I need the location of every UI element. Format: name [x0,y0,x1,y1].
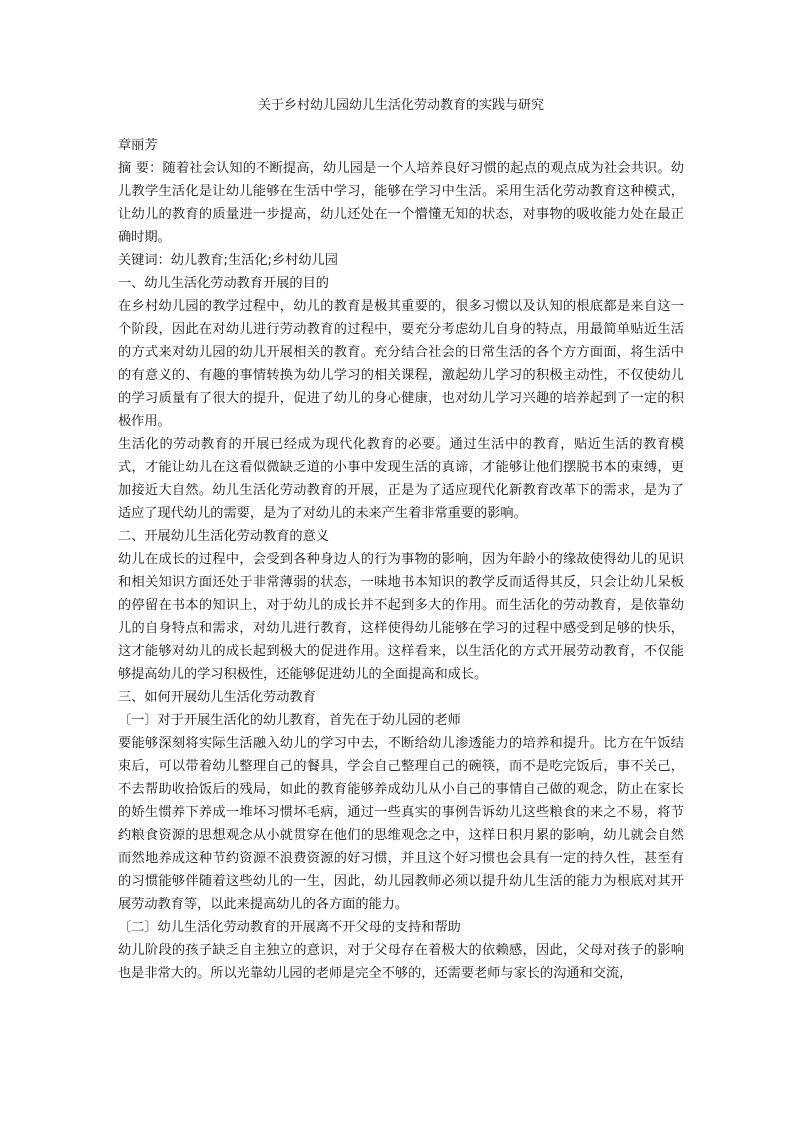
section-1-paragraph-1: 在乡村幼儿园的教学过程中，幼儿的教育是极其重要的，很多习惯以及认知的根底都是来自这一个阶段，因此在对幼儿进行劳动教育的过程中，要充分考虑幼儿自身的特点，用最简单贴近生活的方式来对幼儿园的幼儿开展相关的教育。充分结合社会的日常生活的各个方方面面，将生活中的有意义的、有趣的事情转换为幼儿学习的相关课程，激起幼儿学习的积极主动性，不仅使幼儿的学习质量有了很大的提升，促进了幼儿的身心健康，也对幼儿学习兴趣的培养起到了一定的积极作用。 [118,299,684,429]
section-1-paragraph-2: 生活化的劳动教育的开展已经成为现代化教育的必要。通过生活中的教育，贴近生活的教育模式，才能让幼儿在这看似微缺乏道的小事中发现生活的真谛，才能够让他们摆脱书本的束缚，更加接近大自然。幼儿生活化劳动教育的开展，正是为了适应现代化新教育改革下的需求，是为了适应了现代幼儿的需要，是为了对幼儿的未来产生着非常重要的影响。 [118,437,684,521]
subsection-3-1-heading: 〔一〕对于开展生活化的幼儿教育，首先在于幼儿园的老师 [118,713,461,728]
section-2-heading: 二、开展幼儿生活化劳动教育的意义 [118,529,329,544]
section-3-heading: 三、如何开展幼儿生活化劳动教育 [118,690,316,705]
document-page [118,96,684,985]
section-2-paragraph-1: 幼儿在成长的过程中，会受到各种身边人的行为事物的影响，因为年龄小的缘故使得幼儿的见识和相关知识方面还处于非常薄弱的状态，一味地书本知识的教学反而适得其反，只会让幼儿呆板的停留在书本的知识上，对于幼儿的成长并不起到多大的作用。而生活化的劳动教育，是依靠幼儿的自身特点和需求，对幼儿进行教育，这样使得幼儿能够在学习的过程中感受到足够的快乐，这才能够对幼儿的成长起到极大的促进作用。这样看来，以生活化的方式开展劳动教育，不仅能够提高幼儿的学习积极性，还能够促进幼儿的全面提高和成长。 [118,552,684,682]
keywords: 关键词：幼儿教育;生活化;乡村幼儿园 [118,253,338,268]
abstract: 摘 要：随着社会认知的不断提高，幼儿园是一个人培养良好习惯的起点的观点成为社会共识。幼儿教学生活化是让幼儿能够在生活中学习，能够在学习中生活。采用生活化劳动教育这种模式，让幼儿的教育的质量进一步提高，幼儿还处在一个懵懂无知的状态，对事物的吸收能力处在最正确时期。 [118,161,684,245]
subsection-3-1-paragraph: 要能够深刻将实际生活融入幼儿的学习中去，不断给幼儿渗透能力的培养和提升。比方在午饭结束后，可以带着幼儿整理自己的餐具，学会自己整理自己的碗筷，而不是吃完饭后，事不关己，不去帮助收拾饭后的残局，如此的教育能够养成幼儿从小自己的事情自己做的观念，防止在家长的娇生惯养下养成一堆坏习惯坏毛病，通过一些真实的事例告诉幼儿这些粮食的来之不易，将节约粮食资源的思想观念从小就贯穿在他们的思维观念之中，这样日积月累的影响，幼儿就会自然而然地养成这种节约资源不浪费资源的好习惯，并且这个好习惯也会具有一定的持久性，甚至有的习惯能够伴随着这些幼儿的一生，因此，幼儿园教师必须以提升幼儿生活的能力为根底对其开展劳动教育等，以此来提高幼儿的各方面的能力。 [118,736,684,912]
document-title: 关于乡村幼儿园幼儿生活化劳动教育的实践与研究 [257,98,544,113]
section-1-heading: 一、幼儿生活化劳动教育开展的目的 [118,276,329,291]
subsection-3-2-heading: 〔二〕幼儿生活化劳动教育的开展离不开父母的支持和帮助 [118,920,461,935]
author: 章丽芳 [118,138,158,153]
subsection-3-2-paragraph: 幼儿阶段的孩子缺乏自主独立的意识，对于父母存在着极大的依赖感，因此，父母对孩子的影响也是非常大的。所以光靠幼儿园的老师是完全不够的，还需要老师与家长的沟通和交流， [118,943,684,981]
